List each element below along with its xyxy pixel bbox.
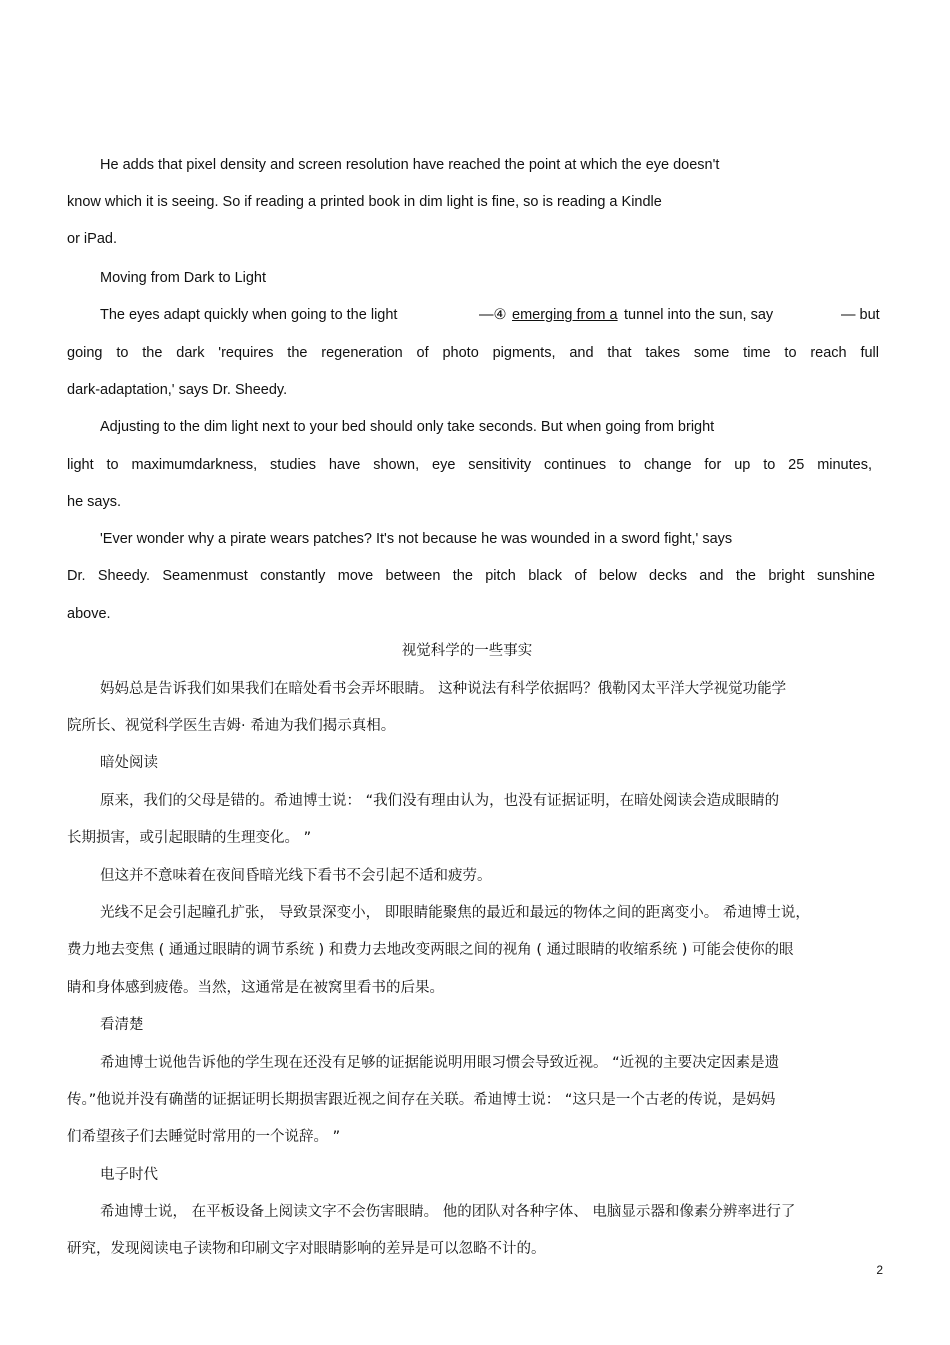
- chinese-heading: 暗处阅读: [100, 755, 158, 771]
- chinese-line: 长期损害，或引起眼睛的生理变化。 ”: [67, 830, 312, 846]
- chinese-line: 妈妈总是告诉我们如果我们在暗处看书会弄坏眼睛。 这种说法有科学依据吗？俄勒冈太平洋大学视觉功能学: [100, 681, 787, 697]
- chinese-line: 睛和身体感到疲倦。当然，这通常是在被窝里看书的后果。: [67, 980, 444, 996]
- chinese-line: 研究，发现阅读电子读物和印刷文字对眼睛影响的差异是可以忽略不计的。: [67, 1241, 546, 1257]
- chinese-line: 但这并不意味着在夜间昏暗光线下看书不会引起不适和疲劳。: [100, 868, 492, 884]
- page-number: 2: [876, 1263, 883, 1277]
- dash-marker: —④: [479, 307, 507, 323]
- text-segment: The eyes adapt quickly when going to the light: [100, 307, 398, 323]
- chinese-title: 视觉科学的一些事实: [401, 643, 533, 659]
- chinese-line: 希迪博士说他告诉他的学生现在还没有足够的证据能说明用眼习惯会导致近视。 “近视的主要决定因素是遗: [100, 1055, 780, 1071]
- paragraph-line: he says.: [67, 494, 121, 510]
- paragraph-line: 'Ever wonder why a pirate wears patches? It's not because he was wounded in a sword fight,' says: [100, 531, 733, 547]
- paragraph-line: know which it is seeing. So if reading a printed book in dim light is fine, so is reading a Kindle: [67, 194, 662, 210]
- paragraph-line: above.: [67, 606, 111, 622]
- chinese-line: 原来，我们的父母是错的。希迪博士说： “我们没有理由认为，也没有证据证明，在暗处阅读会造成眼睛的: [100, 793, 780, 809]
- paragraph-line: or iPad.: [67, 231, 117, 247]
- chinese-heading: 电子时代: [100, 1167, 158, 1183]
- chinese-line: 院所长、视觉科学医生吉姆· 希迪为我们揭示真相。: [67, 718, 396, 734]
- paragraph-line: Dr. Sheedy. Seamenmust constantly move between the pitch black of below decks and the bright sunshine: [67, 568, 875, 584]
- underlined-phrase: emerging from a: [512, 307, 618, 323]
- section-heading: Moving from Dark to Light: [100, 270, 267, 286]
- paragraph-line: going to the dark 'requires the regeneration of photo pigments, and that takes some time to reach full: [67, 345, 879, 361]
- paragraph-line: [100, 305, 879, 325]
- chinese-line: 传。”他说并没有确凿的证据证明长期损害跟近视之间存在关联。希迪博士说： “这只是一个古老的传说，是妈妈: [67, 1092, 776, 1108]
- chinese-line: 希迪博士说， 在平板设备上阅读文字不会伤害眼睛。 他的团队对各种字体、 电脑显示器和像素分辨率进行了: [100, 1204, 796, 1220]
- chinese-line: 光线不足会引起瞳孔扩张， 导致景深变小， 即眼睛能聚焦的最近和最远的物体之间的距离变小。 希迪博士说，: [100, 905, 810, 921]
- chinese-line: 们希望孩子们去睡觉时常用的一个说辞。 ”: [67, 1129, 341, 1145]
- paragraph-line: Adjusting to the dim light next to your bed should only take seconds. But when going from bright: [100, 419, 715, 435]
- paragraph-line: He adds that pixel density and screen resolution have reached the point at which the eye doesn't: [100, 157, 720, 173]
- chinese-heading: 看清楚: [100, 1017, 144, 1033]
- paragraph-line: light to maximumdarkness, studies have shown, eye sensitivity continues to change for up to 25 minutes,: [67, 457, 872, 473]
- paragraph-line: dark-adaptation,' says Dr. Sheedy.: [67, 382, 288, 398]
- text-segment: tunnel into the sun, say: [624, 307, 774, 323]
- text-segment: — but: [841, 307, 880, 323]
- chinese-line: 费力地去变焦 ( 通通过眼睛的调节系统 ) 和费力去地改变两眼之间的视角 ( 通过眼睛的收缩系统 ) 可能会使你的眼: [67, 942, 794, 958]
